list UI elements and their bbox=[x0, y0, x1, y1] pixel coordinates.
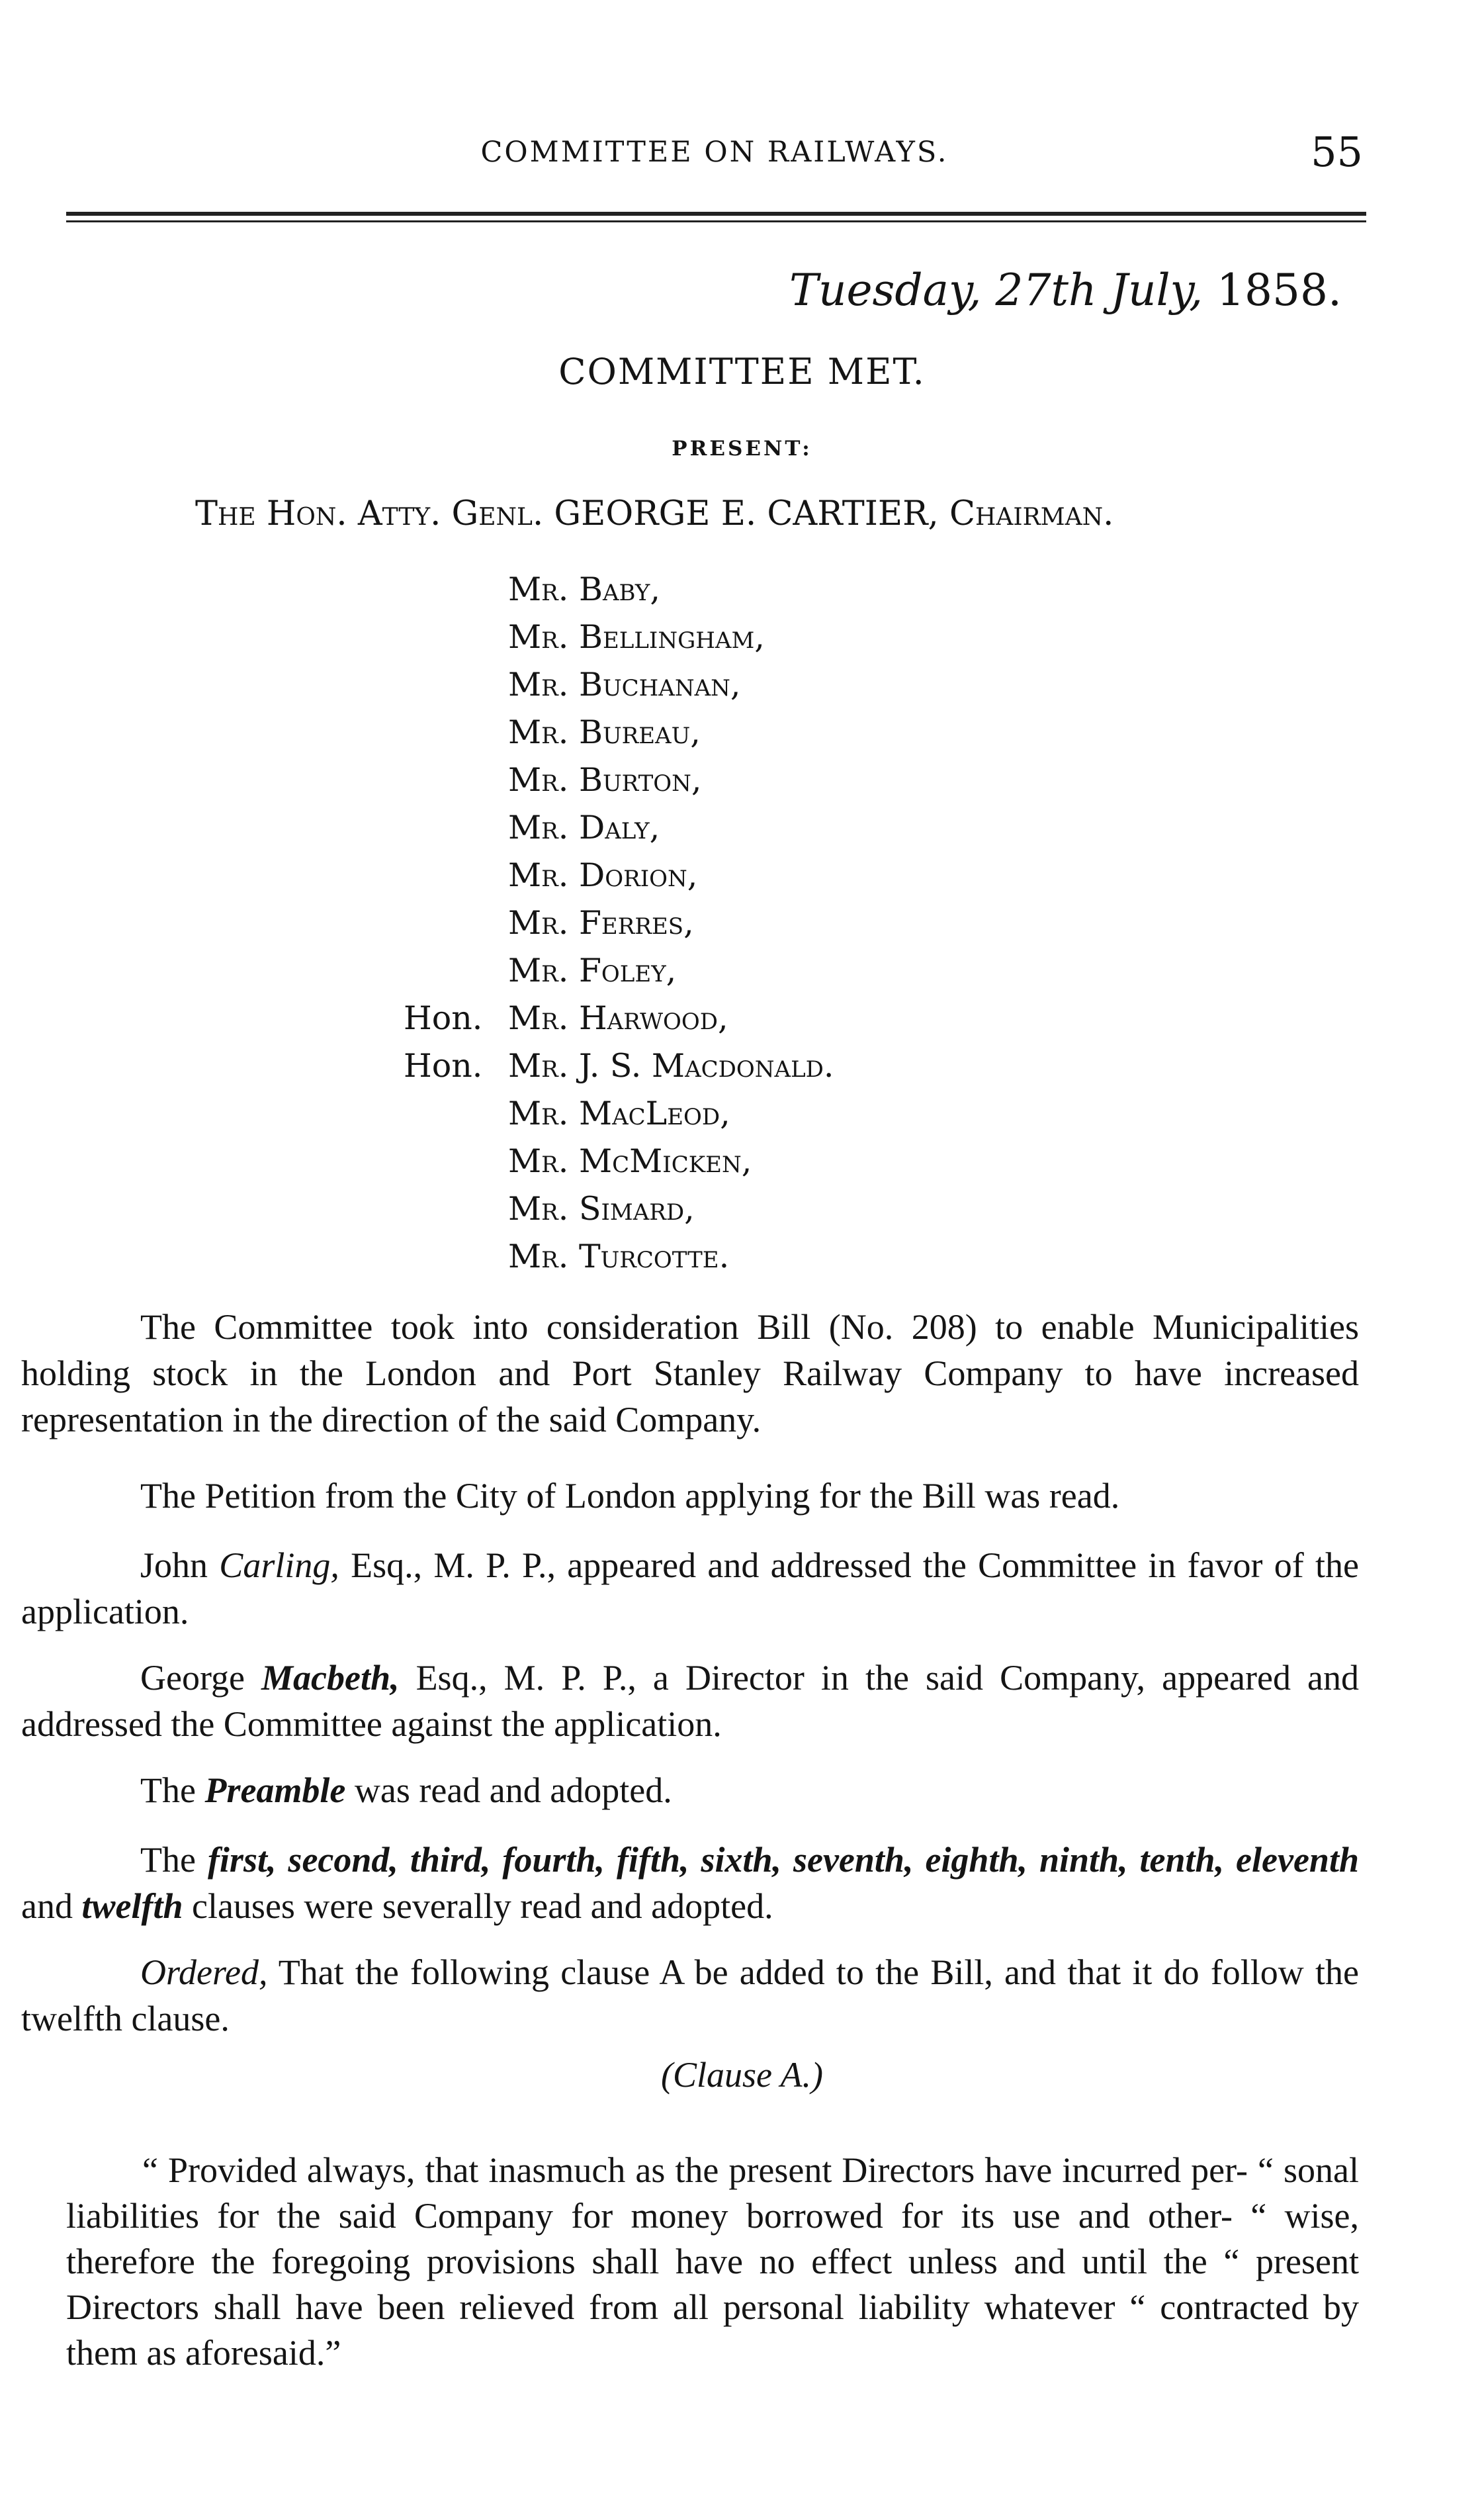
date-year: 1858. bbox=[1217, 265, 1342, 316]
present-label: PRESENT: bbox=[672, 437, 812, 461]
page-header bbox=[66, 128, 1363, 189]
member-entry: Mr. Foley, bbox=[508, 952, 677, 989]
member-entry: Mr. Burton, bbox=[508, 761, 702, 799]
member-entry: Mr. Ferres, bbox=[508, 904, 694, 942]
clause-a-text: “ Provided always, that inasmuch as the present Directors have incurred per- “ sonal liabilities for the said Company for money borrowed for its use and other- “ wise, therefore the foregoing provisions shall have no effect unless and until the “ present Directors shall have been relieved from all personal liability whatever “ contracted by them as aforesaid.” bbox=[66, 2150, 1359, 2373]
chairman-role: Chairman. bbox=[949, 494, 1114, 533]
chairman-line bbox=[195, 494, 1113, 533]
date-month: July, bbox=[1110, 265, 1203, 316]
member-entry: Mr. Turcotte. bbox=[508, 1238, 730, 1275]
paragraph-preamble: The Preamble was read and adopted. bbox=[140, 1770, 672, 1810]
date-day: 27th bbox=[995, 265, 1097, 316]
member-entry: Mr. MacLeod, bbox=[508, 1095, 730, 1132]
paragraph-clauses-adopted: The first, second, third, fourth, fifth, sixth, seventh, eighth, ninth, tenth, eleventh and twelfth clauses were severally read and adopted. bbox=[21, 1840, 1360, 1926]
header-rule-thin bbox=[66, 220, 1366, 222]
paragraph-carling: John Carling, Esq., M. P. P., appeared and addressed the Committee in favor of the application. bbox=[21, 1545, 1360, 1631]
member-entry: Mr. McMicken, bbox=[508, 1142, 752, 1180]
member-entry: Mr. Bellingham, bbox=[508, 618, 765, 656]
member-entry: Mr. Baby, bbox=[508, 570, 660, 608]
committee-met-heading: COMMITTEE MET. bbox=[558, 351, 926, 392]
paragraph-petition: The Petition from the City of London applying for the Bill was read. bbox=[140, 1476, 1120, 1516]
chairman-name: GEORGE E. CARTIER, bbox=[554, 494, 939, 533]
header-rule-thick bbox=[66, 212, 1366, 216]
member-entry: Mr. Simard, bbox=[508, 1190, 695, 1228]
chairman-prefix: The Hon. Atty. Genl. bbox=[195, 494, 544, 533]
member-entry: Mr. Buchanan, bbox=[508, 666, 741, 704]
member-entry: Mr. Daly, bbox=[508, 809, 660, 846]
page-number: 55 bbox=[1311, 128, 1363, 176]
member-entry: Mr. Dorion, bbox=[508, 856, 698, 894]
member-entry: Hon. Mr. Harwood, bbox=[404, 999, 728, 1037]
member-entry: Mr. Bureau, bbox=[508, 713, 701, 751]
clause-heading: (Clause A.) bbox=[661, 2055, 823, 2095]
paragraph-macbeth: George Macbeth, Esq., M. P. P., a Director in the said Company, appeared and addressed the Committee against the application. bbox=[21, 1658, 1359, 1744]
meeting-date bbox=[789, 265, 1342, 316]
paragraph-bill-consideration: The Committee took into consideration Bill (No. 208) to enable Municipalities holding stock in the London and Port Stanley Railway Company to have increased representation in the direction of the said Company. bbox=[21, 1307, 1359, 1439]
running-title: COMMITTEE ON RAILWAYS. bbox=[480, 136, 949, 169]
paragraph-ordered: Ordered, That the following clause A be added to the Bill, and that it do follow the twelfth clause. bbox=[21, 1952, 1359, 2038]
member-entry: Hon. Mr. J. S. Macdonald. bbox=[404, 1047, 834, 1085]
date-weekday: Tuesday, bbox=[789, 265, 982, 316]
members-list bbox=[404, 566, 834, 1281]
